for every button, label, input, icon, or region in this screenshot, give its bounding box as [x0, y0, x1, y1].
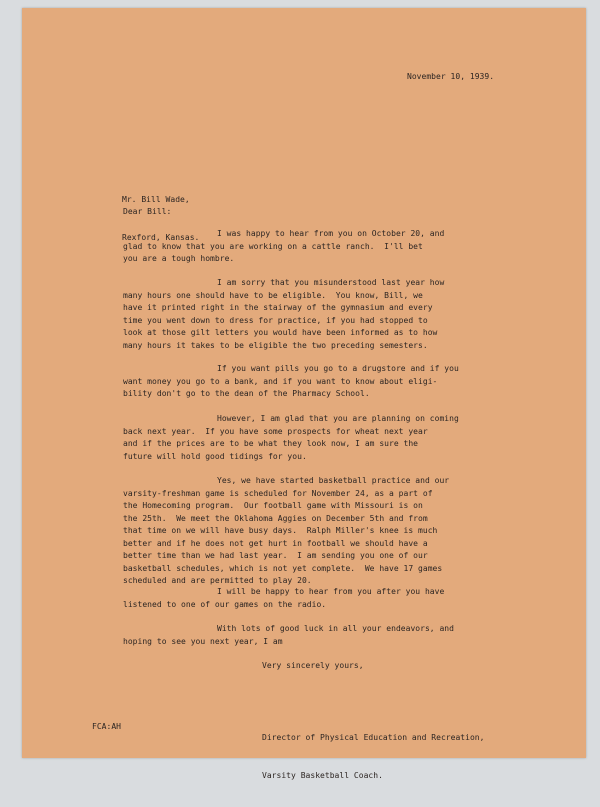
- paragraph-6: [123, 586, 444, 611]
- paragraph-5: [123, 475, 449, 588]
- paragraph-line: I will be happy to hear from you after you have: [217, 587, 445, 596]
- paragraph-line: back next year. If you have some prospects for wheat next year: [123, 426, 428, 436]
- paragraph-line: basketball schedules, which is not yet complete. We have 17 games: [123, 563, 443, 573]
- paragraph-line: hoping to see you next year, I am: [123, 636, 283, 646]
- paragraph-line: scheduled and are permitted to play 20.: [123, 576, 312, 585]
- recipient-location: Rexford, Kansas.: [122, 232, 200, 242]
- paragraph-line: However, I am glad that you are planning on coming: [217, 414, 459, 423]
- paragraph-line: I am sorry that you misunderstood last year how: [217, 278, 445, 287]
- signature-block: [262, 707, 484, 807]
- salutation: Dear Bill:: [123, 207, 172, 216]
- letter-date: November 10, 1939.: [407, 72, 495, 81]
- paragraph-3: [123, 363, 459, 401]
- paragraph-line: and if the prices are to be what they look now, I am sure the: [123, 439, 419, 448]
- paragraph-line: many hours one should have to be eligible. You know, Bill, we: [123, 290, 423, 300]
- paragraph-line: you are a tough hombre.: [123, 254, 235, 263]
- signature-title-line: Director of Physical Education and Recreation,: [262, 733, 485, 742]
- paragraph-line: With lots of good luck in all your endeavors, and: [217, 624, 454, 633]
- signature-title-line: Varsity Basketball Coach.: [262, 770, 383, 780]
- paragraph-line: that time on we will have busy days. Ralph Miller's knee is much: [123, 526, 438, 535]
- paragraph-1: [123, 228, 444, 266]
- paragraph-line: time you went down to dress for practice, if you had stopped to: [123, 315, 428, 325]
- paragraph-line: want money you go to a bank, and if you want to know about eligi-: [123, 376, 438, 386]
- paragraph-line: have it printed right in the stairway of the gymnasium and every: [123, 303, 433, 312]
- paragraph-line: many hours it takes to be eligible the two preceding semesters.: [123, 340, 428, 350]
- paragraph-4: [123, 413, 459, 463]
- paragraph-line: better time than we had last year. I am sending you one of our: [123, 551, 428, 560]
- paragraph-line: varsity-freshman game is scheduled for November 24, as a part of: [123, 488, 433, 498]
- paragraph-line: glad to know that you are working on a cattle ranch. I'll bet: [123, 241, 423, 251]
- paragraph-line: the Homecoming program. Our football game with Missouri is on: [123, 501, 423, 510]
- paragraph-line: I was happy to hear from you on October 20, and: [217, 229, 445, 238]
- recipient-name: Mr. Bill Wade,: [122, 195, 190, 204]
- paragraph-line: future will hold good tidings for you.: [123, 451, 307, 461]
- closing: Very sincerely yours,: [262, 661, 364, 670]
- paragraph-7: [123, 623, 454, 648]
- paragraph-line: the 25th. We meet the Oklahoma Aggies on December 5th and from: [123, 513, 428, 523]
- paragraph-2: [123, 277, 444, 352]
- typist-initials: FCA:AH: [92, 722, 122, 731]
- paragraph-line: look at those gilt letters you would have been informed as to how: [123, 328, 438, 337]
- paragraph-line: If you want pills you go to a drugstore and if you: [217, 364, 459, 373]
- paragraph-line: bility don't go to the dean of the Pharmacy School.: [123, 389, 370, 398]
- paragraph-line: Yes, we have started basketball practice and our: [217, 476, 450, 485]
- paragraph-line: better and if he does not get hurt in football we should have a: [123, 538, 428, 548]
- letter-page: [22, 8, 586, 780]
- paragraph-line: listened to one of our games on the radio.: [123, 599, 327, 609]
